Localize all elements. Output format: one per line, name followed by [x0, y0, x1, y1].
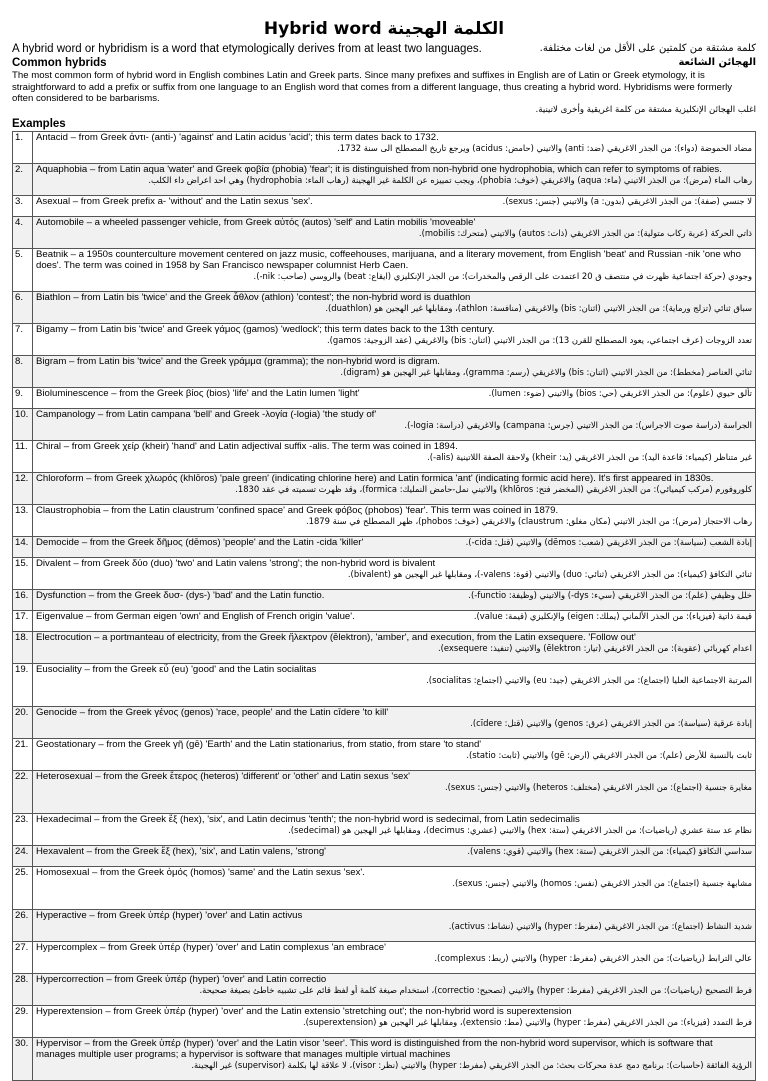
- table-row: [13, 323, 756, 355]
- example-arabic: سباق ثنائي (تزلج ورماية): من الجذر الاتيني (اثنان: bis) والاغريقي (منافسة: athlon)، ومقابلها غير الهجين هو (duathlon).: [325, 302, 752, 313]
- example-english: Geostationary – from the Greek γῆ (gē) 'Earth' and the Latin stationarius, from statio, from stare 'to stand': [36, 738, 482, 750]
- example-number: 20.: [13, 706, 33, 738]
- table-row: [13, 248, 756, 291]
- example-english: Electrocution – a portmanteau of electricity, from the Greek ἤλεκτρον (ēlektron), 'amber', and execution, from the Latin exsequere. 'Follow out': [36, 631, 636, 643]
- example-english: Claustrophobia – from the Latin claustrum 'confined space' and Greek φόβος (phobos) 'fear'. This term was coined in 1879.: [36, 504, 559, 516]
- table-row: [13, 557, 756, 589]
- table-row: [13, 770, 756, 813]
- example-line: [36, 388, 752, 399]
- example-cell: [33, 248, 756, 291]
- table-row: [13, 291, 756, 323]
- example-english: Hyperactive – from Greek ὑπέρ (hyper) 'over' and Latin activus: [36, 909, 303, 921]
- example-number: 10.: [13, 408, 33, 440]
- example-cell: [33, 866, 756, 909]
- example-english: manages multiple user programs; a hypervisor is software that manages multiple virtual machines: [36, 1048, 451, 1060]
- example-english: Bigamy – from Latin bis 'twice' and Greek γάμος (gamos) 'wedlock'; this term dates back to the 13th century.: [36, 323, 495, 335]
- example-arabic: غير متناظر (كيمياء: قاعدة اليد): من الجذر الاغريقي (يد: kheir) ولاحقة الصفة اللاتينية (alis-).: [427, 451, 752, 462]
- example-cell: [33, 663, 756, 706]
- example-arabic: نظام عد ستة عشري (رياضيات): من الجذر الاغريقي (ستة: hex) والاتيني (عشري: decimus)، ومقابلها غير الهجين هو (sedecimal).: [288, 824, 752, 835]
- example-arabic: ثابت بالنسبة للأرض (علم): من الجذر الاغريقي (ارض: gē) والاتيني (ثابت: statio).: [466, 749, 752, 760]
- example-english: Chloroform – from Greek χλωρός (khlōros) 'pale green' (indicating chlorine here) and Latin formica 'ant' (indicating formic acid here). It's first appeared in 1830s.: [36, 472, 714, 484]
- example-arabic: عالي الترابط (رياضيات): من الجذر الاغريقي (مفرط: hyper) والاتيني (ربط: complexus).: [434, 952, 752, 963]
- document-page: [12, 0, 756, 1081]
- example-cell: [33, 738, 756, 770]
- example-number: 26.: [13, 909, 33, 941]
- example-number: 11.: [13, 440, 33, 472]
- example-english: Bigram – from Latin bis 'twice' and the Greek γράμμα (gramma); the non-hybrid word is digram.: [36, 355, 440, 367]
- example-cell: [33, 610, 756, 631]
- table-row: [13, 706, 756, 738]
- example-number: 12.: [13, 472, 33, 504]
- example-line: [36, 611, 752, 622]
- example-arabic: إبادة عرقية (سياسة): من الجذر الاغريقي (عرق: genos) والاتيني (قتل: cīdere).: [470, 717, 752, 728]
- example-english: Beatnik – a 1950s counterculture movement centered on jazz music, coffeehouses, marijuana, and a literary movement, from English 'beat' and Russian -nik 'one who: [36, 248, 741, 260]
- example-arabic: مغايرة جنسية (اجتماع): من الجذر الاغريقي (مختلف: heteros) والاتيني (جنس: sexus).: [444, 781, 752, 792]
- example-english: Heterosexual – from the Greek ἕτερος (heteros) 'different' or 'other' and Latin sexus 'sex': [36, 770, 410, 782]
- example-number: 4.: [13, 216, 33, 248]
- example-cell: [33, 163, 756, 195]
- table-row: [13, 536, 756, 557]
- table-row: [13, 1037, 756, 1080]
- example-cell: [33, 472, 756, 504]
- example-arabic: رهاب الماء (مرض): من الجذر الاتيني (ماء: aqua) والاغريقي (خوف: phobia)، ويجب تمييزه عن الكلمة غير الهجينة (رهاب الماء: hydrophobia) وهي احد اعراض داء الكلب.: [148, 174, 752, 185]
- example-number: 29.: [13, 1005, 33, 1037]
- table-row: [13, 387, 756, 408]
- example-english: Genocide – from the Greek γένος (genos) 'race, people' and the Latin cīdere 'to kill': [36, 706, 389, 718]
- example-arabic: قيمة ذاتية (فيزياء): من الجذر الألماني (يملك: eigen) والإنكليزي (قيمة: value).: [473, 610, 752, 621]
- example-number: 3.: [13, 195, 33, 216]
- example-number: 28.: [13, 973, 33, 1005]
- example-number: 24.: [13, 845, 33, 866]
- example-arabic: الرؤية الفائقة (حاسبات): برنامج دمج عدة محركات بحث: من الجذر الاغريقي (مفرط: hyper) والاتيني (نظر: visor)، لا علاقة لها بكلمة (supervisor) غير الهجينة.: [191, 1059, 752, 1070]
- example-english: Antacid – from Greek ἀντι- (anti-) 'against' and Latin acidus 'acid'; this term dates back to 1732.: [36, 131, 439, 143]
- example-cell: [33, 408, 756, 440]
- example-line: [36, 846, 752, 857]
- table-row: [13, 472, 756, 504]
- table-row: [13, 610, 756, 631]
- table-row: [13, 504, 756, 536]
- example-cell: [33, 536, 756, 557]
- example-english: Homosexual – from the Greek ὁμός (homos) 'same' and the Latin sexus 'sex'.: [36, 866, 365, 878]
- table-row: [13, 131, 756, 163]
- example-number: 15.: [13, 557, 33, 589]
- table-row: [13, 909, 756, 941]
- example-english: Hexavalent – from the Greek ἕξ (hex), 'six', and Latin valens, 'strong': [36, 845, 326, 857]
- example-english: Automobile – a wheeled passenger vehicle, from Greek αὐτός (autos) 'self' and Latin mobilis 'moveable': [36, 216, 476, 228]
- table-row: [13, 845, 756, 866]
- example-line: [36, 537, 752, 548]
- example-number: 5.: [13, 248, 33, 291]
- example-number: 18.: [13, 631, 33, 663]
- example-arabic: تألق حيوي (علوم): من الجذر الاغريقي (حي: bios) والاتيني (ضوء: lumen).: [488, 387, 752, 398]
- example-arabic: اعدام كهربائي (عقوبة): من الجذر الاغريقي (تيار: ēlektron) والاتيني (تنفيذ: exsequere).: [437, 642, 752, 653]
- table-row: [13, 440, 756, 472]
- table-row: [13, 663, 756, 706]
- example-arabic: المرتبة الاجتماعية العليا (اجتماع): من الجذر الاغريقي (جيد: eu) والاتيني (اجتماع: socialitas).: [426, 674, 752, 685]
- example-number: 25.: [13, 866, 33, 909]
- example-number: 6.: [13, 291, 33, 323]
- example-english: does'. The term was coined in 1958 by San Francisco newspaper columnist Herb Caen.: [36, 259, 409, 271]
- example-english: Hypercorrection – from Greek ὑπέρ (hyper) 'over' and Latin correctio: [36, 973, 327, 985]
- page-title: Hybrid word الكلمة الهجينة: [263, 19, 505, 39]
- example-number: 16.: [13, 589, 33, 610]
- example-number: 9.: [13, 387, 33, 408]
- example-arabic: الجراسة (دراسة صوت الاجراس): من الجذر الاتيني (جرس: campana) والاغريقي (دراسة: logia-).: [404, 419, 752, 430]
- example-english: Campanology – from Latin campana 'bell' and Greek -λογία (-logia) 'the study of': [36, 408, 377, 420]
- example-english: Hypervisor – from the Greek ὑπέρ (hyper) 'over' and the Latin visor 'seer'. This word is distinguished from the non-hybrid word supervisor, which is software that: [36, 1037, 713, 1049]
- example-arabic: خلل وظيفي (علم): من الجذر الاغريقي (سيء: dys-) والاتيني (وظيفة: functio-).: [468, 589, 752, 600]
- common-hybrids-description: The most common form of hybrid word in English combines Latin and Greek parts. Since many prefixes and suffixes in English are of Latin or Greek etymology, it is straightforward to add a prefix or suffix from one language to an English word that comes from a different language, thus creating a hybrid word. Hybridisms were formerly often considered to be barbarisms.: [12, 70, 733, 104]
- example-number: 14.: [13, 536, 33, 557]
- example-arabic: لا جنسي (صفة): من الجذر الاغريقي (بدون: a) والاتيني (جنس: sexus).: [502, 195, 752, 206]
- example-english: Eigenvalue – from German eigen 'own' and English of French origin 'value'.: [36, 610, 355, 622]
- example-number: 30.: [13, 1037, 33, 1080]
- example-arabic: مشابهة جنسية (اجتماع): من الجذر الاغريقي (نفس: homos) والاتيني (جنس: sexus).: [452, 877, 752, 888]
- table-row: [13, 813, 756, 845]
- example-arabic: مضاد الحموضة (دواء): من الجذر الاغريقي (ضد: anti) والاتيني (حامض: acidus) ويرجع تاريخ المصطلح الى سنة 1732.: [337, 142, 752, 153]
- example-cell: [33, 440, 756, 472]
- example-number: 1.: [13, 131, 33, 163]
- table-row: [13, 738, 756, 770]
- example-cell: [33, 1005, 756, 1037]
- intro-english: A hybrid word or hybridism is a word that etymologically derives from at least two languages.: [12, 43, 482, 55]
- examples-heading: Examples: [12, 117, 66, 130]
- example-arabic: ثنائي التكافؤ (كيمياء): من الجذر الاغريقي (ثنائي: duo) والاتيني (قوة: valens-)، ومقابلها غير الهجين هو (bivalent).: [347, 568, 752, 579]
- example-arabic: فرط التمدد (فيزياء): من الجذر الاغريقي (مفرط: hyper) والاتيني (مط: extensio)، ومقابلها غير الهجين هو (superextension).: [302, 1016, 752, 1027]
- common-hybrids-description-arabic: اغلب الهجائن الإنكليزية مشتقة من كلمة اغريقية وأخرى لاتينية.: [535, 104, 756, 115]
- example-cell: [33, 355, 756, 387]
- example-english: Dysfunction – from the Greek δυσ- (dys-) 'bad' and the Latin functio.: [36, 589, 325, 601]
- common-hybrids-heading: Common hybrids: [12, 57, 107, 69]
- table-row: [13, 163, 756, 195]
- example-cell: [33, 195, 756, 216]
- example-arabic: ثنائي العناصر (مخطط): من الجذر الاتيني (اثنان: bis) والاغريقي (رسم: gramma)، ومقابلها غير الهجين هو (digram).: [340, 366, 752, 377]
- example-english: Hexadecimal – from the Greek ἕξ (hex), 'six', and Latin decimus 'tenth'; the non-hybrid word is sedecimal, from Latin sedecimalis: [36, 813, 580, 825]
- example-number: 8.: [13, 355, 33, 387]
- example-cell: [33, 1037, 756, 1080]
- example-english: Biathlon – from Latin bis 'twice' and the Greek ἆθλον (athlon) 'contest'; the non-hybrid word is duathlon: [36, 291, 471, 303]
- example-english: Bioluminescence – from the Greek βίος (bios) 'life' and the Latin lumen 'light': [36, 387, 360, 399]
- example-line: [36, 590, 752, 601]
- example-english: Hyperextension – from Greek ὑπέρ (hyper) 'over' and the Latin extensio 'stretching out'; the non-hybrid word is superextension: [36, 1005, 572, 1017]
- example-cell: [33, 291, 756, 323]
- table-row: [13, 1005, 756, 1037]
- intro-block: [12, 42, 756, 56]
- example-arabic: إبادة الشعب (سياسة): من الجذر الاغريقي (شعب: dēmos) والاتيني (قتل: cida-).: [465, 536, 752, 547]
- example-number: 19.: [13, 663, 33, 706]
- table-row: [13, 355, 756, 387]
- example-cell: [33, 909, 756, 941]
- example-cell: [33, 973, 756, 1005]
- example-cell: [33, 557, 756, 589]
- example-number: 21.: [13, 738, 33, 770]
- example-number: 2.: [13, 163, 33, 195]
- example-cell: [33, 323, 756, 355]
- example-number: 23.: [13, 813, 33, 845]
- example-cell: [33, 845, 756, 866]
- example-arabic: وجودي (حركة اجتماعية ظهرت في منتصف ق 20 اعتمدت على الرقص والمخدرات): من الجذر الإنكليزي (ايقاع: beat) والروسي (صاحب: nik-).: [253, 270, 752, 281]
- example-english: Hypercomplex – from Greek ὑπέρ (hyper) 'over' and Latin complexus 'an embrace': [36, 941, 386, 953]
- examples-table: [12, 131, 756, 1081]
- example-cell: [33, 770, 756, 813]
- table-row: [13, 195, 756, 216]
- example-english: Aquaphobia – from Latin aqua 'water' and Greek φοβία (phobia) 'fear'; it is distinguished from non-hybrid one hydrophobia, which can refer to symptoms of rabies.: [36, 163, 722, 175]
- example-number: 13.: [13, 504, 33, 536]
- example-cell: [33, 131, 756, 163]
- table-row: [13, 408, 756, 440]
- example-arabic: تعدد الزوجات (عرف اجتماعي، يعود المصطلح للقرن 13): من الجذر الاتيني (اثنان: bis) والاغريقي (عقد الزوجية: gamos).: [326, 334, 752, 345]
- example-english: Chiral – from Greek χείρ (kheir) 'hand' and Latin adjectival suffix -alis. The term was coined in 1894.: [36, 440, 458, 452]
- example-english: Asexual – from Greek prefix a- 'without' and the Latin sexus 'sex'.: [36, 195, 313, 207]
- example-arabic: كلوروفورم (مركب كيميائي): من الجذر الاغريقي (المخضر فتح: khlōros) والاتيني نمل-حامض النمليك: formica)، وقد ظهرت تسميته في عقد 1830.: [235, 483, 752, 494]
- table-row: [13, 941, 756, 973]
- example-english: Divalent – from Greek δύο (duo) 'two' and Latin valens 'strong'; the non-hybrid word is bivalent: [36, 557, 436, 569]
- example-cell: [33, 387, 756, 408]
- example-arabic: شديد النشاط (اجتماع): من الجذر الاغريقي (مفرط: hyper) والاتيني (نشاط: activus).: [448, 920, 752, 931]
- table-row: [13, 589, 756, 610]
- example-line: [36, 196, 752, 207]
- table-row: [13, 866, 756, 909]
- example-cell: [33, 706, 756, 738]
- table-row: [13, 973, 756, 1005]
- example-arabic: ذاتي الحركة (عربة ركاب متولية): من الجذر الاغريقي (ذات: autos) والاتيني (متحرك: mobilis).: [418, 227, 752, 238]
- table-row: [13, 631, 756, 663]
- example-cell: [33, 504, 756, 536]
- example-cell: [33, 216, 756, 248]
- example-number: 27.: [13, 941, 33, 973]
- example-english: Democide – from the Greek δῆμος (dēmos) 'people' and the Latin -cida 'killer': [36, 536, 364, 548]
- common-hybrids-heading-row: [12, 56, 756, 70]
- example-number: 7.: [13, 323, 33, 355]
- table-row: [13, 216, 756, 248]
- example-number: 22.: [13, 770, 33, 813]
- example-arabic: سداسي التكافؤ (كيمياء): من الجذر الاغريقي (ستة: hex) والاتيني (قوي: valens).: [467, 845, 752, 856]
- example-cell: [33, 813, 756, 845]
- common-hybrids-heading-arabic: الهجائن الشائعة: [678, 57, 756, 68]
- example-arabic: فرط التصحيح (رياضيات): من الجذر الاغريقي (مفرط: hyper) والاتيني (تصحيح: correctio)، استخدام صيغة كلمة أو لفظ قائم على تشبيه خاطئ بصيغة صحيحة.: [199, 984, 752, 995]
- example-cell: [33, 631, 756, 663]
- example-cell: [33, 589, 756, 610]
- example-english: Eusociality – from the Greek εὖ (eu) 'good' and the Latin socialitas: [36, 663, 317, 675]
- intro-arabic: كلمة مشتقة من كلمتين على الأقل من لغات مختلفة.: [539, 43, 756, 54]
- example-arabic: رهاب الاحتجاز (مرض): من الجذر الاتيني (مكان مغلق: claustrum) والاغريقي (خوف: phobos)، ظهر المصطلح في سنة 1879.: [305, 515, 752, 526]
- example-number: 17.: [13, 610, 33, 631]
- example-cell: [33, 941, 756, 973]
